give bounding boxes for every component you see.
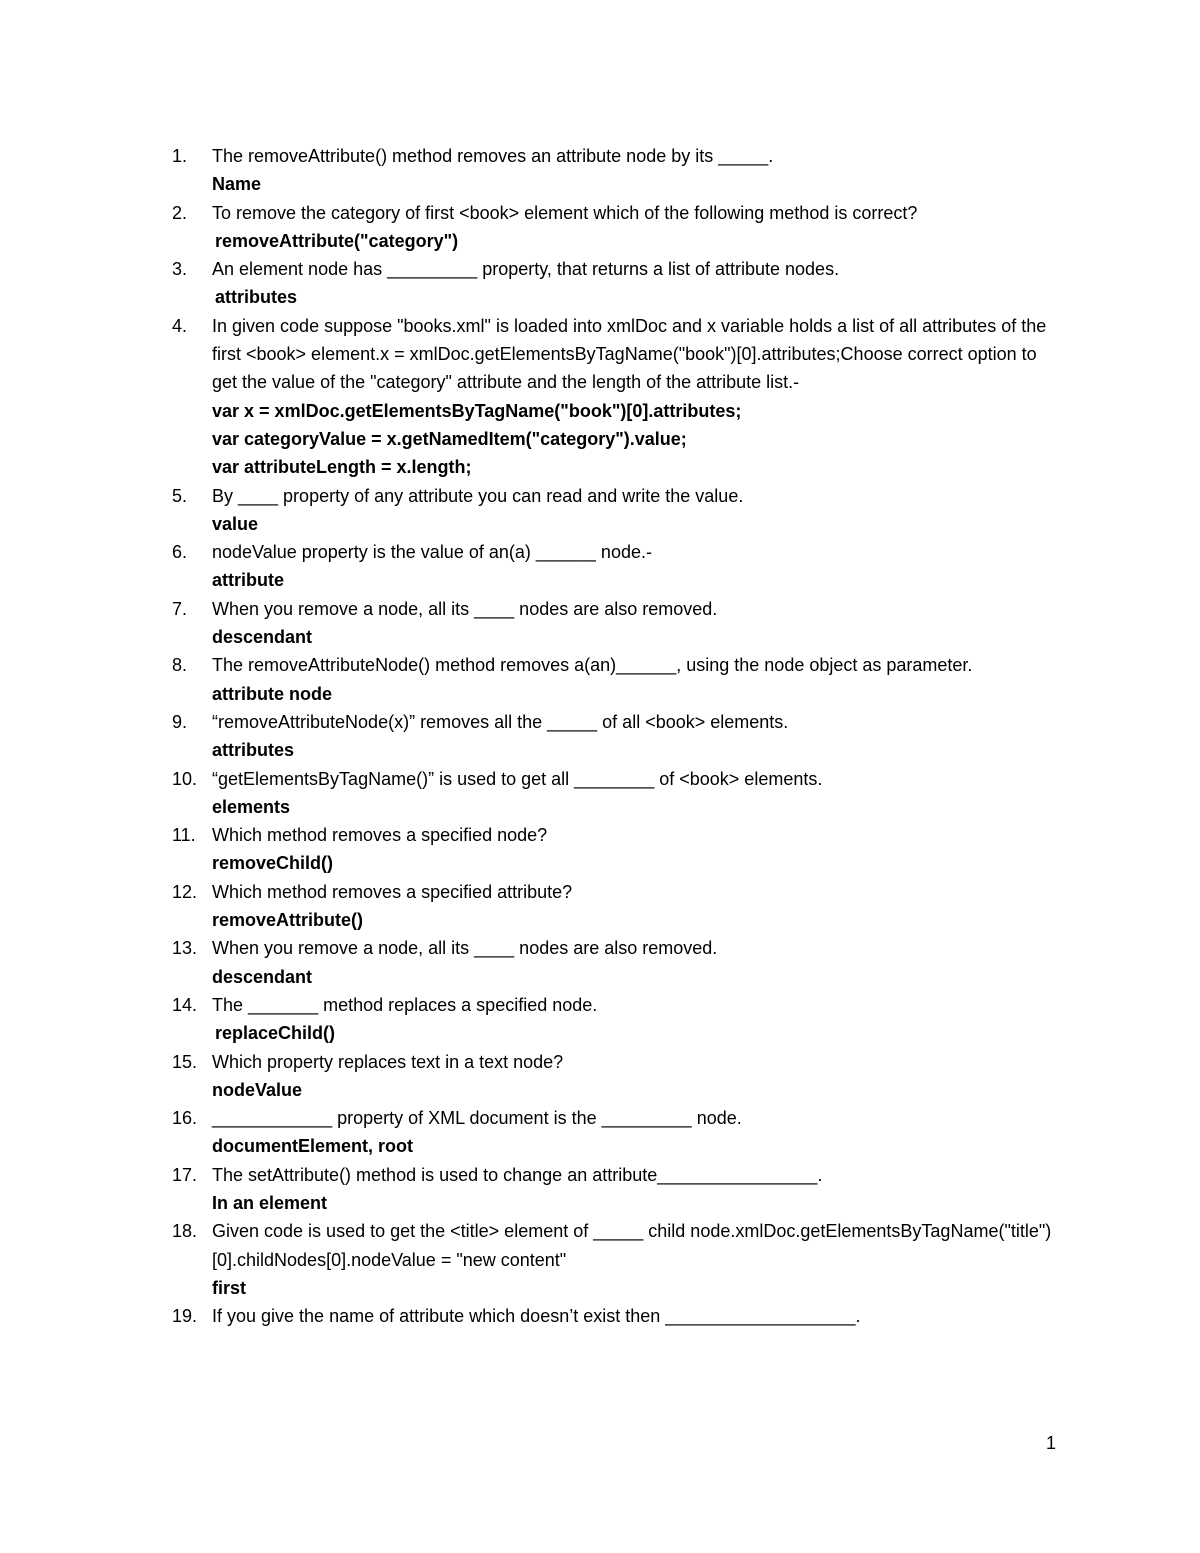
question-text: When you remove a node, all its ____ nodes are also removed. [212, 938, 718, 959]
question-item [172, 142, 1052, 199]
answer-text: removeAttribute() [212, 910, 364, 931]
question-text: By ____ property of any attribute you can read and write the value. [212, 485, 744, 506]
question-number: 18. [172, 1221, 198, 1242]
answer-text: documentElement, root [212, 1136, 414, 1157]
question-number: 12. [172, 881, 198, 902]
question-text: In given code suppose "books.xml" is loaded into xmlDoc and x variable holds a list of all attributes of the first <book> element.x = xmlDoc.getElementsByTagName("book")[0].attributes;Choose correct option to get the value of the "category" attribute and the length of the attribute list.- [212, 315, 1047, 393]
question-item [172, 651, 1052, 708]
question-item [172, 1302, 1052, 1330]
answer-text: attribute node [212, 683, 332, 704]
question-number: 2. [172, 202, 188, 223]
answer-text: descendant [212, 966, 313, 987]
question-text: The _______ method replaces a specified node. [212, 994, 598, 1015]
question-text: ____________ property of XML document is the _________ node. [212, 1108, 742, 1129]
question-item [172, 199, 1052, 256]
answer-text: removeAttribute("category") [215, 230, 459, 251]
question-item [172, 1104, 1052, 1161]
question-number: 13. [172, 938, 198, 959]
question-text: An element node has _________ property, that returns a list of attribute nodes. [212, 259, 840, 280]
question-number: 3. [172, 259, 188, 280]
question-item [172, 708, 1052, 765]
question-item [172, 765, 1052, 822]
answer-text: Name [212, 174, 262, 195]
answer-text: replaceChild() [215, 1023, 336, 1044]
answer-text: descendant [212, 627, 313, 648]
question-number: 11. [172, 825, 196, 846]
question-list [172, 142, 1052, 1330]
answer-text: removeChild() [212, 853, 334, 874]
question-item [172, 255, 1052, 312]
question-item [172, 991, 1052, 1048]
question-number: 19. [172, 1306, 198, 1327]
answer-text: var attributeLength = x.length; [212, 457, 472, 478]
answer-text: In an element [212, 1192, 328, 1213]
page-number: 1 [1046, 1433, 1057, 1453]
answer-text: attribute [212, 570, 284, 591]
question-text: The removeAttributeNode() method removes a(an)______, using the node object as parameter. [212, 655, 973, 676]
question-number: 8. [172, 655, 188, 676]
answer-text: attributes [215, 287, 298, 308]
question-item [172, 595, 1052, 652]
question-text: Which method removes a specified attribute? [212, 881, 573, 902]
answer-text: attributes [212, 740, 295, 761]
question-item [172, 482, 1052, 539]
question-number: 14. [172, 994, 198, 1015]
answer-text: nodeValue [212, 1079, 303, 1100]
question-item [172, 312, 1052, 482]
question-number: 5. [172, 485, 188, 506]
question-text: Which method removes a specified node? [212, 825, 548, 846]
answer-text: first [212, 1277, 247, 1298]
question-item [172, 538, 1052, 595]
question-text: To remove the category of first <book> element which of the following method is correct? [212, 202, 918, 223]
question-item [172, 1161, 1052, 1218]
answer-text: value [212, 513, 259, 534]
question-item [172, 821, 1052, 878]
question-text: nodeValue property is the value of an(a) ______ node.- [212, 542, 652, 563]
question-number: 4. [172, 315, 188, 336]
question-text: The removeAttribute() method removes an attribute node by its _____. [212, 146, 774, 166]
question-item [172, 878, 1052, 935]
question-number: 1. [172, 146, 188, 166]
question-text: Given code is used to get the <title> element of _____ child node.xmlDoc.getElementsByTagName("title")[0].childNodes[0].nodeValue = "new content" [212, 1221, 1052, 1270]
question-text: The setAttribute() method is used to change an attribute________________. [212, 1164, 823, 1185]
answer-text: var categoryValue = x.getNamedItem("category").value; [212, 428, 687, 449]
question-text: If you give the name of attribute which doesn’t exist then ___________________. [212, 1306, 861, 1327]
question-number: 15. [172, 1051, 198, 1072]
question-number: 17. [172, 1164, 198, 1185]
question-text: When you remove a node, all its ____ nodes are also removed. [212, 598, 718, 619]
question-number: 6. [172, 542, 188, 563]
answer-text: var x = xmlDoc.getElementsByTagName("book")[0].attributes; [212, 400, 742, 421]
question-number: 10. [172, 768, 198, 789]
question-text: “removeAttributeNode(x)” removes all the _____ of all <book> elements. [212, 711, 789, 732]
question-item [172, 1048, 1052, 1105]
answer-text: elements [212, 796, 291, 817]
question-number: 7. [172, 598, 188, 619]
question-text: Which property replaces text in a text node? [212, 1051, 564, 1072]
question-number: 9. [172, 711, 188, 732]
question-item [172, 1217, 1052, 1302]
question-number: 16. [172, 1108, 198, 1129]
question-text: “getElementsByTagName()” is used to get all ________ of <book> elements. [212, 768, 823, 789]
question-item [172, 934, 1052, 991]
